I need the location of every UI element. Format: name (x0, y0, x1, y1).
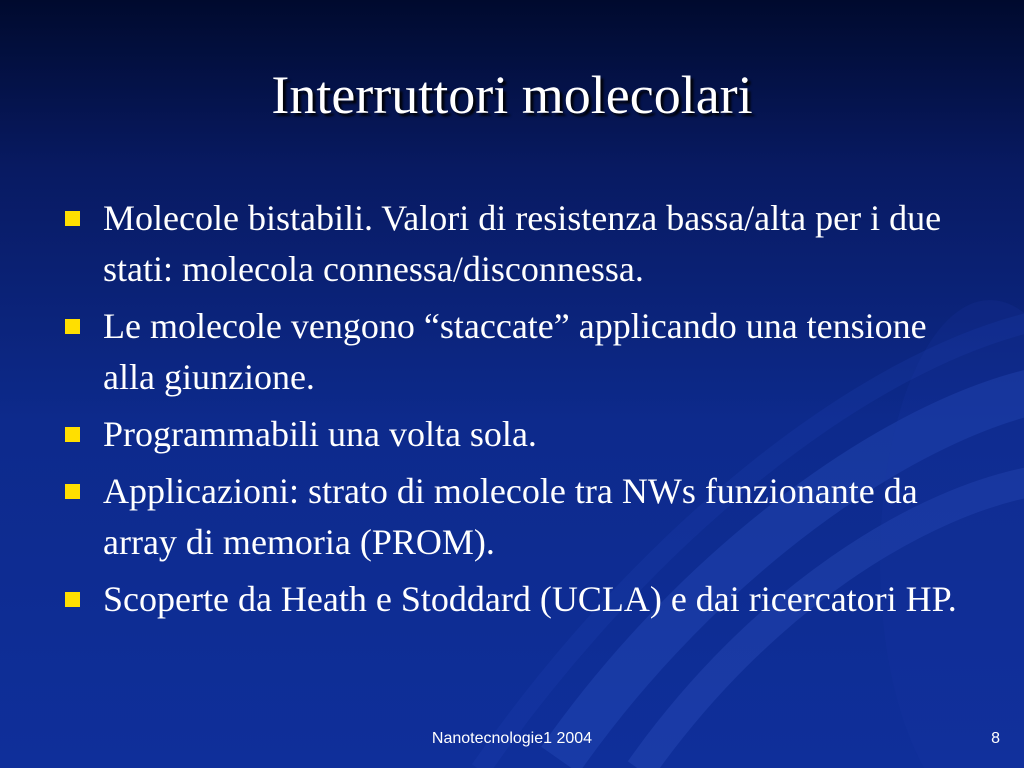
square-bullet-icon (65, 319, 80, 334)
footer-text: Nanotecnologie1 2004 (431, 730, 593, 747)
square-bullet-icon (65, 592, 80, 607)
square-bullet-icon (65, 427, 80, 442)
bullet-text: Le molecole vengono “staccate” applicando una tensione alla giunzione. (103, 306, 927, 397)
bullet-item (62, 409, 974, 460)
square-bullet-icon (65, 211, 80, 226)
bullet-text: Applicazioni: strato di molecole tra NWs funzionante da array di memoria (PROM). (103, 471, 918, 562)
bullet-item (62, 193, 974, 295)
slide-title: Interruttori molecolari (271, 65, 753, 125)
bullet-item (62, 466, 974, 568)
page-number: 8 (991, 730, 1000, 747)
bullet-text: Programmabili una volta sola. (103, 414, 537, 454)
bullet-text: Molecole bistabili. Valori di resistenza bassa/alta per i due stati: molecola connessa/disconnessa. (103, 198, 942, 289)
bullet-list (62, 193, 974, 631)
bullet-item (62, 301, 974, 403)
bullet-item (62, 574, 974, 625)
bullet-text: Scoperte da Heath e Stoddard (UCLA) e dai ricercatori HP. (103, 579, 957, 619)
square-bullet-icon (65, 484, 80, 499)
